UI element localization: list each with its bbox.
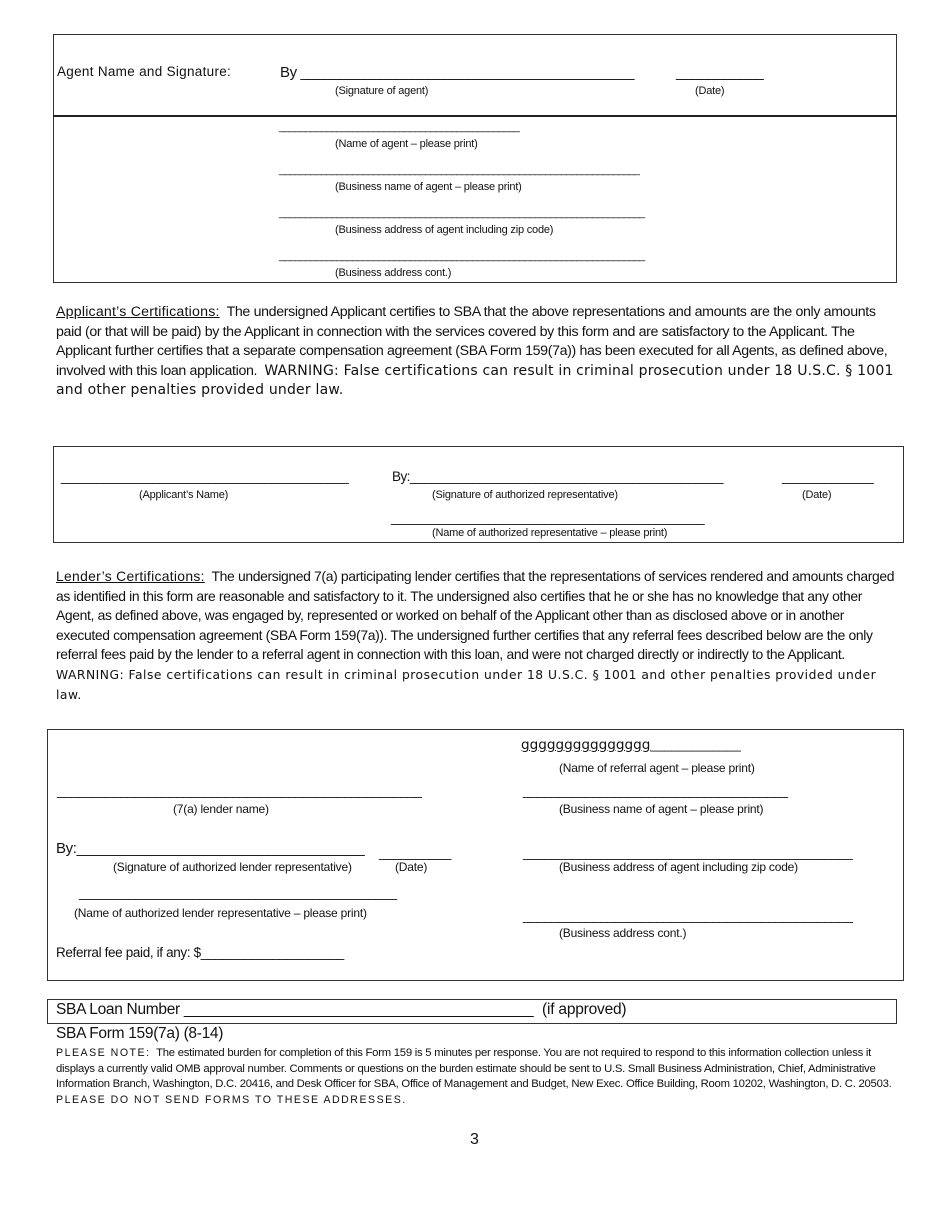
agent-business-name-caption: (Business name of agent – please print) (335, 181, 522, 193)
applicant-rep-signature-caption: (Signature of authorized representative) (432, 489, 618, 501)
notice-body: The estimated burden for completion of this Form 159 is 5 minutes per response. You are not required to respond to this information collection unless it displays a currently valid OMB approval number. Comments or questions on the burden estimate should be sent to U.S. Small Business Administration, Chief, Administrative Information Branch, Washington, D.C. 20416, and Desk Officer for SBA, Office of Management and Budget, New Exec. Office Building, Room 10202, Washington, D. C. 20503. (56, 1047, 892, 1091)
applicant-certification-heading: Applicant’s Certifications: (56, 304, 220, 320)
applicant-certification-warning: WARNING: False certifications can result in criminal prosecution under 18 U.S.C. § 1001 and other penalties provided under law. (56, 362, 894, 398)
loan-number-label: SBA Loan Number __________________________________________ (56, 1001, 534, 1018)
lender-business-name-field[interactable]: ______________________________________ (523, 783, 788, 798)
lender-date-caption: (Date) (395, 860, 428, 874)
agent-business-address-field[interactable]: ______________________________________________________________________ (279, 207, 645, 219)
applicant-rep-name-field[interactable]: _____________________________________________ (391, 510, 705, 525)
applicant-rep-signature-field[interactable]: By:_____________________________________________ (392, 469, 723, 484)
agent-business-address-cont-caption: (Business address cont.) (335, 267, 452, 279)
lender-business-address-cont-field[interactable]: _______________________________________________ (523, 908, 853, 923)
lender-business-address-caption: (Business address of agent including zip code) (559, 860, 798, 874)
loan-number-suffix: (if approved) (541, 1001, 627, 1018)
applicant-certification-body: The undersigned Applicant certifies to SBA that the above representations and amounts are the only amounts paid (or that will be paid) by the Applicant in connection with the services covered by this form and are satisfactory to the Applicant. The Applicant further certifies that a separate compensation agreement (SBA Form 159(7a)) has been executed for all Agents, as defined above, involved with this loan application. (56, 304, 888, 379)
lender-certification-warning: WARNING: False certifications can result in criminal prosecution under 18 U.S.C. § 1001 and other penalties provided under law. (56, 667, 877, 702)
lender-business-address-cont-caption: (Business address cont.) (559, 926, 687, 940)
form-identifier: SBA Form 159(7a) (8-14) (56, 1025, 224, 1042)
agent-business-name-field[interactable]: _____________________________________________________________________ (279, 164, 640, 176)
applicant-date-field[interactable]: _____________ (782, 469, 874, 484)
applicant-certification-paragraph (56, 303, 901, 401)
agent-business-address-cont-field[interactable]: ______________________________________________________________________ (279, 250, 645, 262)
applicant-name-caption: (Applicant’s Name) (139, 489, 229, 501)
lender-rep-name-field[interactable]: _____________________________________________ (79, 885, 397, 900)
agent-date-field[interactable]: ___________ (676, 64, 764, 81)
agent-date-caption: (Date) (695, 85, 725, 97)
notice-caps-warning: PLEASE DO NOT SEND FORMS TO THESE ADDRESSES. (56, 1093, 407, 1106)
agent-section-divider (53, 115, 897, 117)
lender-business-address-field[interactable]: _______________________________________________ (523, 845, 853, 860)
applicant-date-caption: (Date) (802, 489, 832, 501)
agent-name-caption: (Name of agent – please print) (335, 138, 478, 150)
loan-number-field[interactable] (56, 1001, 626, 1019)
lender-certification-heading: Lender’s Certifications: (56, 568, 205, 584)
lender-business-name-caption: (Business name of agent – please print) (559, 802, 764, 816)
lender-rep-signature-caption: (Signature of authorized lender representative) (113, 860, 352, 874)
lender-date-field[interactable]: __________ (379, 845, 452, 860)
lender-rep-name-caption: (Name of authorized lender representative – please print) (74, 906, 367, 920)
agent-signature-field[interactable]: By __________________________________________ (280, 64, 635, 81)
referral-agent-name-tail: _____________ (650, 737, 741, 752)
lender-name-field[interactable]: ____________________________________________________ (57, 783, 422, 798)
referral-agent-name-field[interactable] (521, 736, 741, 753)
agent-name-signature-label: Agent Name and Signature: (57, 64, 232, 79)
agent-name-field[interactable]: ______________________________________________ (279, 121, 520, 133)
paperwork-notice (56, 1046, 896, 1108)
referral-agent-name-caption: (Name of referral agent – please print) (559, 761, 755, 775)
notice-prefix: PLEASE NOTE: (56, 1047, 151, 1059)
lender-certification-body: The undersigned 7(a) participating lender certifies that the representations of services rendered and amounts charged as identified in this form are reasonable and satisfactory to it. The undersigned also certifies that he or she has no knowledge that any other Agent, as defined above, was engaged by, represented or worked on behalf of the Applicant other than as disclosed above or in another executed compensation agreement (SBA Form 159(7a)). The undersigned further certifies that any referral fees described below are the only referral fees paid by the lender to a referral agent in connection with this loan, and were not charged directly or indirectly to the Applicant. (56, 568, 895, 662)
agent-business-address-caption: (Business address of agent including zip code) (335, 224, 554, 236)
applicant-rep-name-caption: (Name of authorized representative – please print) (432, 527, 668, 539)
applicant-name-field[interactable]: _________________________________________ (61, 469, 349, 484)
referral-agent-name-value: ggggggggggggggg (521, 737, 651, 753)
lender-rep-signature-field[interactable]: By:____________________________________ (56, 840, 365, 857)
agent-signature-caption: (Signature of agent) (335, 85, 429, 97)
page-number: 3 (470, 1131, 479, 1148)
lender-name-caption: (7(a) lender name) (173, 802, 269, 816)
referral-fee-field[interactable]: Referral fee paid, if any: $____________________ (56, 945, 344, 960)
lender-certification-paragraph (56, 567, 901, 706)
